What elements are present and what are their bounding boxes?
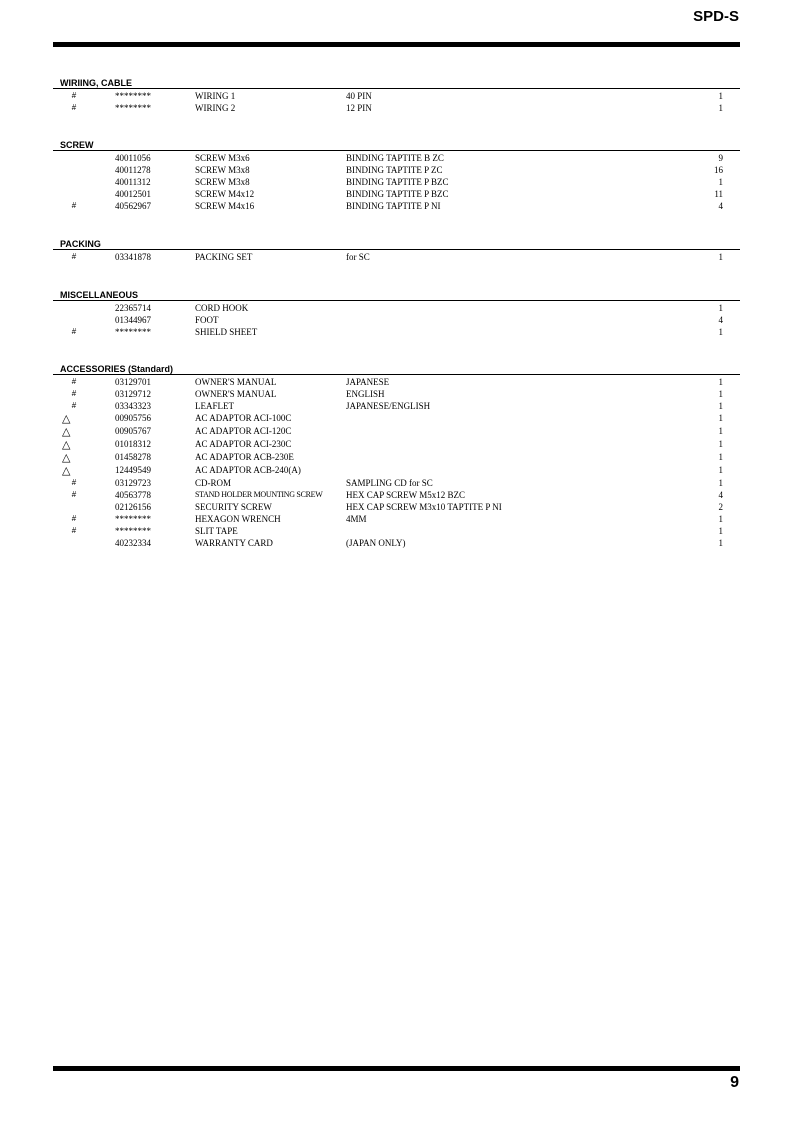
safety-warning-icon: △ (62, 451, 71, 464)
part-description: AC ADAPTOR ACB-240(A) (195, 465, 301, 475)
part-number: 02126156 (115, 502, 151, 512)
part-remark: (JAPAN ONLY) (346, 538, 406, 548)
part-description: WIRING 1 (195, 91, 236, 101)
part-number: ******** (115, 103, 151, 113)
page-number: 9 (730, 1074, 739, 1091)
part-description: AC ADAPTOR ACI-230C (195, 439, 292, 449)
parts-row (53, 525, 740, 537)
part-number: 40563778 (115, 490, 151, 500)
part-number: 03129701 (115, 377, 151, 387)
part-description: WARRANTY CARD (195, 538, 273, 548)
part-quantity: 1 (718, 439, 723, 449)
part-quantity: 1 (718, 452, 723, 462)
change-mark: # (71, 490, 77, 499)
part-quantity: 1 (718, 91, 723, 101)
part-number: 40562967 (115, 201, 151, 211)
section-miscellaneous (53, 290, 740, 338)
parts-row (53, 489, 740, 501)
part-number: 01018312 (115, 439, 151, 449)
part-description: SLIT TAPE (195, 526, 238, 536)
part-remark: 4MM (346, 514, 367, 524)
parts-row (53, 164, 740, 176)
part-number: 40012501 (115, 189, 151, 199)
part-quantity: 1 (718, 401, 723, 411)
change-mark: # (71, 478, 77, 487)
part-quantity: 1 (718, 389, 723, 399)
section-wiring-cable (53, 78, 740, 114)
part-description: HEXAGON WRENCH (195, 514, 281, 524)
part-number: 03129712 (115, 389, 151, 399)
parts-row (53, 451, 740, 464)
part-number: 40011056 (115, 153, 151, 163)
part-description: SCREW M4x16 (195, 201, 255, 211)
part-remark: BINDING TAPTITE P NI (346, 201, 441, 211)
part-number: 40011312 (115, 177, 151, 187)
part-number: 00905767 (115, 426, 151, 436)
part-quantity: 1 (718, 303, 723, 313)
part-description: CORD HOOK (195, 303, 249, 313)
footer-rule (53, 1066, 740, 1071)
part-remark: 12 PIN (346, 103, 372, 113)
part-remark: HEX CAP SCREW M5x12 BZC (346, 490, 466, 500)
part-number: 22365714 (115, 303, 151, 313)
parts-row (53, 438, 740, 451)
safety-warning-icon: △ (62, 412, 71, 425)
part-remark: BINDING TAPTITE P BZC (346, 189, 449, 199)
parts-row (53, 501, 740, 513)
safety-warning-icon: △ (62, 464, 71, 477)
part-quantity: 1 (718, 514, 723, 524)
part-number: ******** (115, 91, 151, 101)
part-quantity: 2 (718, 502, 723, 512)
parts-row (53, 388, 740, 400)
change-mark: # (71, 401, 77, 410)
part-remark: JAPANESE (346, 377, 390, 387)
parts-row (53, 537, 740, 549)
section-packing (53, 239, 740, 263)
part-description: OWNER'S MANUAL (195, 377, 277, 387)
parts-row (53, 302, 740, 314)
parts-row (53, 251, 740, 263)
section-title: SCREW (53, 140, 740, 151)
part-quantity: 9 (718, 153, 723, 163)
part-description: OWNER'S MANUAL (195, 389, 277, 399)
part-quantity: 1 (718, 327, 723, 337)
part-quantity: 1 (718, 252, 723, 262)
parts-row (53, 152, 740, 164)
model-name: SPD-S (693, 8, 739, 25)
part-number: 01344967 (115, 315, 151, 325)
part-description: SCREW M4x12 (195, 189, 255, 199)
part-quantity: 1 (718, 377, 723, 387)
parts-row (53, 513, 740, 525)
part-number: 00905756 (115, 413, 151, 423)
part-quantity: 4 (718, 490, 723, 500)
change-mark: # (71, 91, 77, 100)
part-remark: 40 PIN (346, 91, 372, 101)
part-quantity: 4 (718, 201, 723, 211)
change-mark: # (71, 377, 77, 386)
parts-row (53, 200, 740, 212)
part-quantity: 1 (718, 413, 723, 423)
part-description: SCREW M3x6 (195, 153, 250, 163)
change-mark: # (71, 327, 77, 336)
parts-row (53, 412, 740, 425)
header-rule (53, 42, 740, 47)
part-remark: SAMPLING CD for SC (346, 478, 433, 488)
part-number: 12449549 (115, 465, 151, 475)
part-quantity: 16 (714, 165, 723, 175)
section-title: PACKING (53, 239, 740, 250)
section-accessories (53, 364, 740, 549)
part-description: WIRING 2 (195, 103, 236, 113)
part-description: AC ADAPTOR ACI-100C (195, 413, 292, 423)
part-description: SHIELD SHEET (195, 327, 258, 337)
parts-row (53, 464, 740, 477)
part-description: AC ADAPTOR ACI-120C (195, 426, 292, 436)
part-remark: BINDING TAPTITE P BZC (346, 177, 449, 187)
parts-row (53, 188, 740, 200)
part-remark: for SC (346, 252, 370, 262)
part-quantity: 1 (718, 526, 723, 536)
parts-row (53, 400, 740, 412)
part-description: STAND HOLDER MOUNTING SCREW (195, 490, 323, 499)
part-quantity: 1 (718, 478, 723, 488)
part-quantity: 1 (718, 426, 723, 436)
part-number: 03341878 (115, 252, 151, 262)
part-quantity: 1 (718, 103, 723, 113)
part-description: CD-ROM (195, 478, 232, 488)
part-number: ******** (115, 514, 151, 524)
part-quantity: 1 (718, 465, 723, 475)
part-description: AC ADAPTOR ACB-230E (195, 452, 294, 462)
parts-row (53, 376, 740, 388)
part-remark: ENGLISH (346, 389, 385, 399)
part-number: ******** (115, 526, 151, 536)
parts-row (53, 425, 740, 438)
parts-row (53, 176, 740, 188)
section-title: ACCESSORIES (Standard) (53, 364, 740, 375)
section-title: WIRIING, CABLE (53, 78, 740, 89)
safety-warning-icon: △ (62, 438, 71, 451)
change-mark: # (71, 526, 77, 535)
parts-row (53, 90, 740, 102)
parts-row (53, 314, 740, 326)
part-quantity: 4 (718, 315, 723, 325)
parts-row (53, 326, 740, 338)
change-mark: # (71, 252, 77, 261)
part-quantity: 11 (714, 189, 723, 199)
section-title: MISCELLANEOUS (53, 290, 740, 301)
part-remark: BINDING TAPTITE B ZC (346, 153, 444, 163)
part-description: FOOT (195, 315, 219, 325)
part-remark: JAPANESE/ENGLISH (346, 401, 431, 411)
part-number: 03129723 (115, 478, 151, 488)
part-description: SCREW M3x8 (195, 177, 250, 187)
safety-warning-icon: △ (62, 425, 71, 438)
parts-row (53, 477, 740, 489)
part-description: PACKING SET (195, 252, 253, 262)
part-number: 03343323 (115, 401, 151, 411)
change-mark: # (71, 514, 77, 523)
part-description: LEAFLET (195, 401, 234, 411)
part-quantity: 1 (718, 177, 723, 187)
parts-row (53, 102, 740, 114)
section-screw (53, 140, 740, 212)
change-mark: # (71, 103, 77, 112)
change-mark: # (71, 389, 77, 398)
part-number: 40011278 (115, 165, 151, 175)
part-number: 40232334 (115, 538, 151, 548)
part-remark: HEX CAP SCREW M3x10 TAPTITE P NI (346, 502, 502, 512)
change-mark: # (71, 201, 77, 210)
part-remark: BINDING TAPTITE P ZC (346, 165, 443, 175)
part-number: 01458278 (115, 452, 151, 462)
part-number: ******** (115, 327, 151, 337)
part-description: SECURITY SCREW (195, 502, 272, 512)
part-quantity: 1 (718, 538, 723, 548)
part-description: SCREW M3x8 (195, 165, 250, 175)
